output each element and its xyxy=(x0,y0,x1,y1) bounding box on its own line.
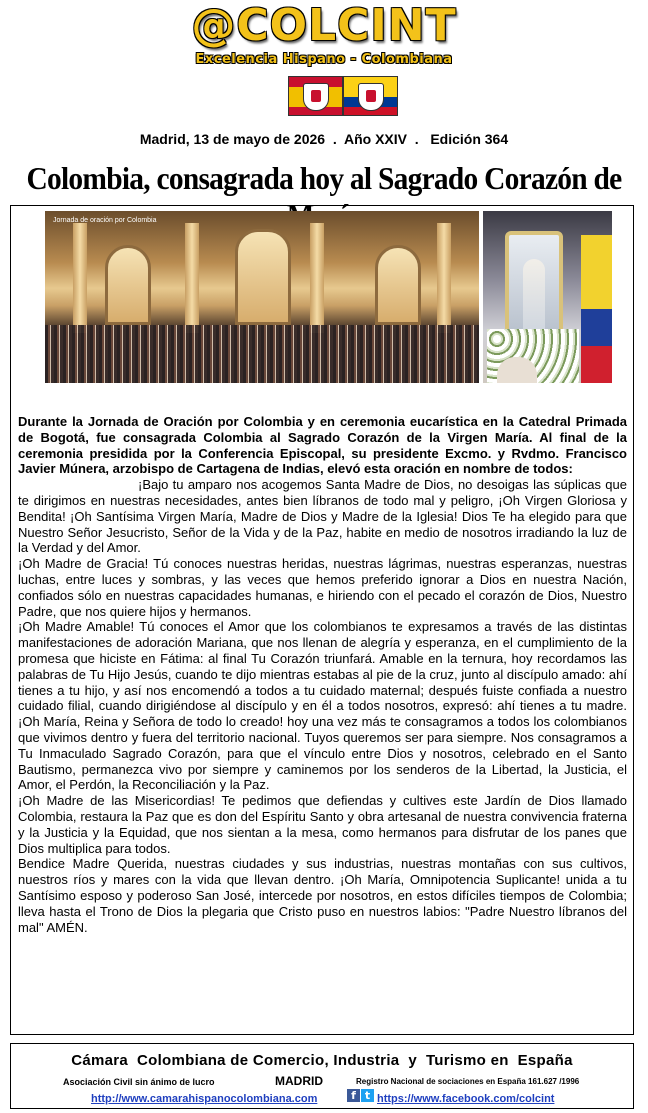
masthead xyxy=(0,0,648,130)
article-paragraph: ¡Oh Madre de Gracia! Tú conoces nuestras heridas, nuestras lágrimas, nuestras esperanzas, nuestras luchas, entre luces y sombras, y las veces que hemos preferido ignorar a Dios en nuestra Nación, confiados sólo en nuestras capacidades humanas, e hiriendo con el pecado el corazón de Dios, Nuestro Padre, que nos quiere hijos y hermanos. xyxy=(18,556,627,619)
virgin-shrine-photo xyxy=(483,211,612,383)
facebook-link[interactable]: https://www.facebook.com/colcint xyxy=(377,1093,555,1105)
article-paragraph: ¡Bajo tu amparo nos acogemos Santa Madre de Dios, no desoigas las súplicas que te dirigimos en nuestras necesidades, antes bien líbranos de todo mal y peligro, ¡Oh Virgen Gloriosa y Bendita! ¡Oh Santísima Virgen María, Madre de Dios y Madre de la Iglesia! Dios Te ha elegido para que Nuestro Señor Jesucristo, Señor de la Vida y de la Paz, habite en medio de nosotros irradiando la luz de la Verdad y del Amor. xyxy=(18,477,627,556)
article-body xyxy=(18,414,627,935)
colombia-coat-of-arms-icon xyxy=(343,76,398,116)
cathedral-photo xyxy=(45,211,479,383)
article-paragraph: ¡Oh Madre de las Misericordias! Te pedimos que defiendas y cultives este Jardín de Dios llamado Colombia, restaura la Paz que es don del Espíritu Santo y obra artesanal de nuestra convivencia fraterna y la Justicia y la Equidad, que nos sientan a la mesa, como hermanos para disfrutar de los panes que Dios multiplica para todos. xyxy=(18,793,627,856)
photo-caption: Jornada de oración por Colombia xyxy=(53,217,157,224)
colcint-logo: @COLCINT xyxy=(191,0,457,51)
facebook-icon[interactable]: f xyxy=(347,1089,360,1102)
colombia-flag-icon xyxy=(581,235,612,383)
website-link[interactable]: http://www.camarahispanocolombiana.com xyxy=(91,1093,318,1105)
footer-association: Asociación Civil sin ánimo de lucro xyxy=(63,1077,215,1087)
article-paragraph: ¡Oh Madre Amable! Tú conoces el Amor que los colombianos te expresamos a través de las distintas manifestaciones de adoración Mariana, que nos llenan de alegría y esperanza, en el cumplimiento de la promesa que hiciste en Fátima: al final Tu Corazón triunfará. Amable en la ternura, hoy recordamos las palabras de Tu Hijo Jesús, cuando te dijo mientras estabas al pie de la cruz, junto al discípulo amado: ahí tienes a tu hijo, y así nos encomendó a todos a tu cuidado maternal; después fuiste confiada a nuestro cuidado filial, cuando dirigiéndose al discípulo y en él a todos nosotros, expresó: ahí tienes a tu madre. ¡Oh María, Reina y Señora de todo lo creado! hoy una vez más te consagramos a todos los colombianos que vivimos dentro y fuera del territorio nacional. Tuyos queremos ser para siempre. Nos consagramos a Tu Inmaculado Sagrado Corazón, para que el vínculo entre Dios y nosotros, celebrado en el Santo Bautismo, permanezca vivo por siempre y caminemos por los senderos de la Libertad, la Justicia, el Amor, el Perdón, la Reconciliación y la Paz. xyxy=(18,619,627,793)
article-paragraph: Bendice Madre Querida, nuestras ciudades y sus industrias, nuestras montañas con sus cultivos, nuestros ríos y mares con la vida que llevan dentro. ¡Oh María, Omnipotencia Suplicante! unida a tu Santísimo esposo y poderoso San José, intercede por nosotros, en estos difíciles tiempos de Colombia; lleva hasta el Trono de Dios la plegaria que Cristo puso en nuestros labios: "Padre Nuestro líbranos del mal" AMÉN. xyxy=(18,856,627,935)
social-icons xyxy=(347,1089,374,1102)
emblems xyxy=(288,76,398,116)
footer-org-name: Cámara Colombiana de Comercio, Industria y Turismo en España xyxy=(71,1052,573,1069)
article-lead: Durante la Jornada de Oración por Colombia y en ceremonia eucarística en la Catedral Primada de Bogotá, fue consagrada Colombia al Sagrado Corazón de la Virgen María. Al final de la ceremonia presidida por la Conferencia Episcopal, su presidente Excmo. y Rvdmo. Francisco Javier Múnera, arzobispo de Cartagena de Indias, elevó esta oración en nombre de todos: xyxy=(18,414,627,477)
headline: Colombia, consagrada hoy al Sagrado Corazón de xyxy=(26,160,622,196)
footer-city: MADRID xyxy=(275,1074,323,1088)
footer xyxy=(10,1043,634,1109)
dateline: Madrid, 13 de mayo de 2026 . Año XXIV . Edición 364 xyxy=(139,131,509,147)
spain-coat-of-arms-icon xyxy=(288,76,343,116)
logo-tagline: Excelencia Hispano - Colombiana xyxy=(195,52,453,67)
footer-registry: Registro Nacional de sociaciones en España 161.627 /1996 xyxy=(356,1077,580,1086)
twitter-icon[interactable]: t xyxy=(361,1089,374,1102)
